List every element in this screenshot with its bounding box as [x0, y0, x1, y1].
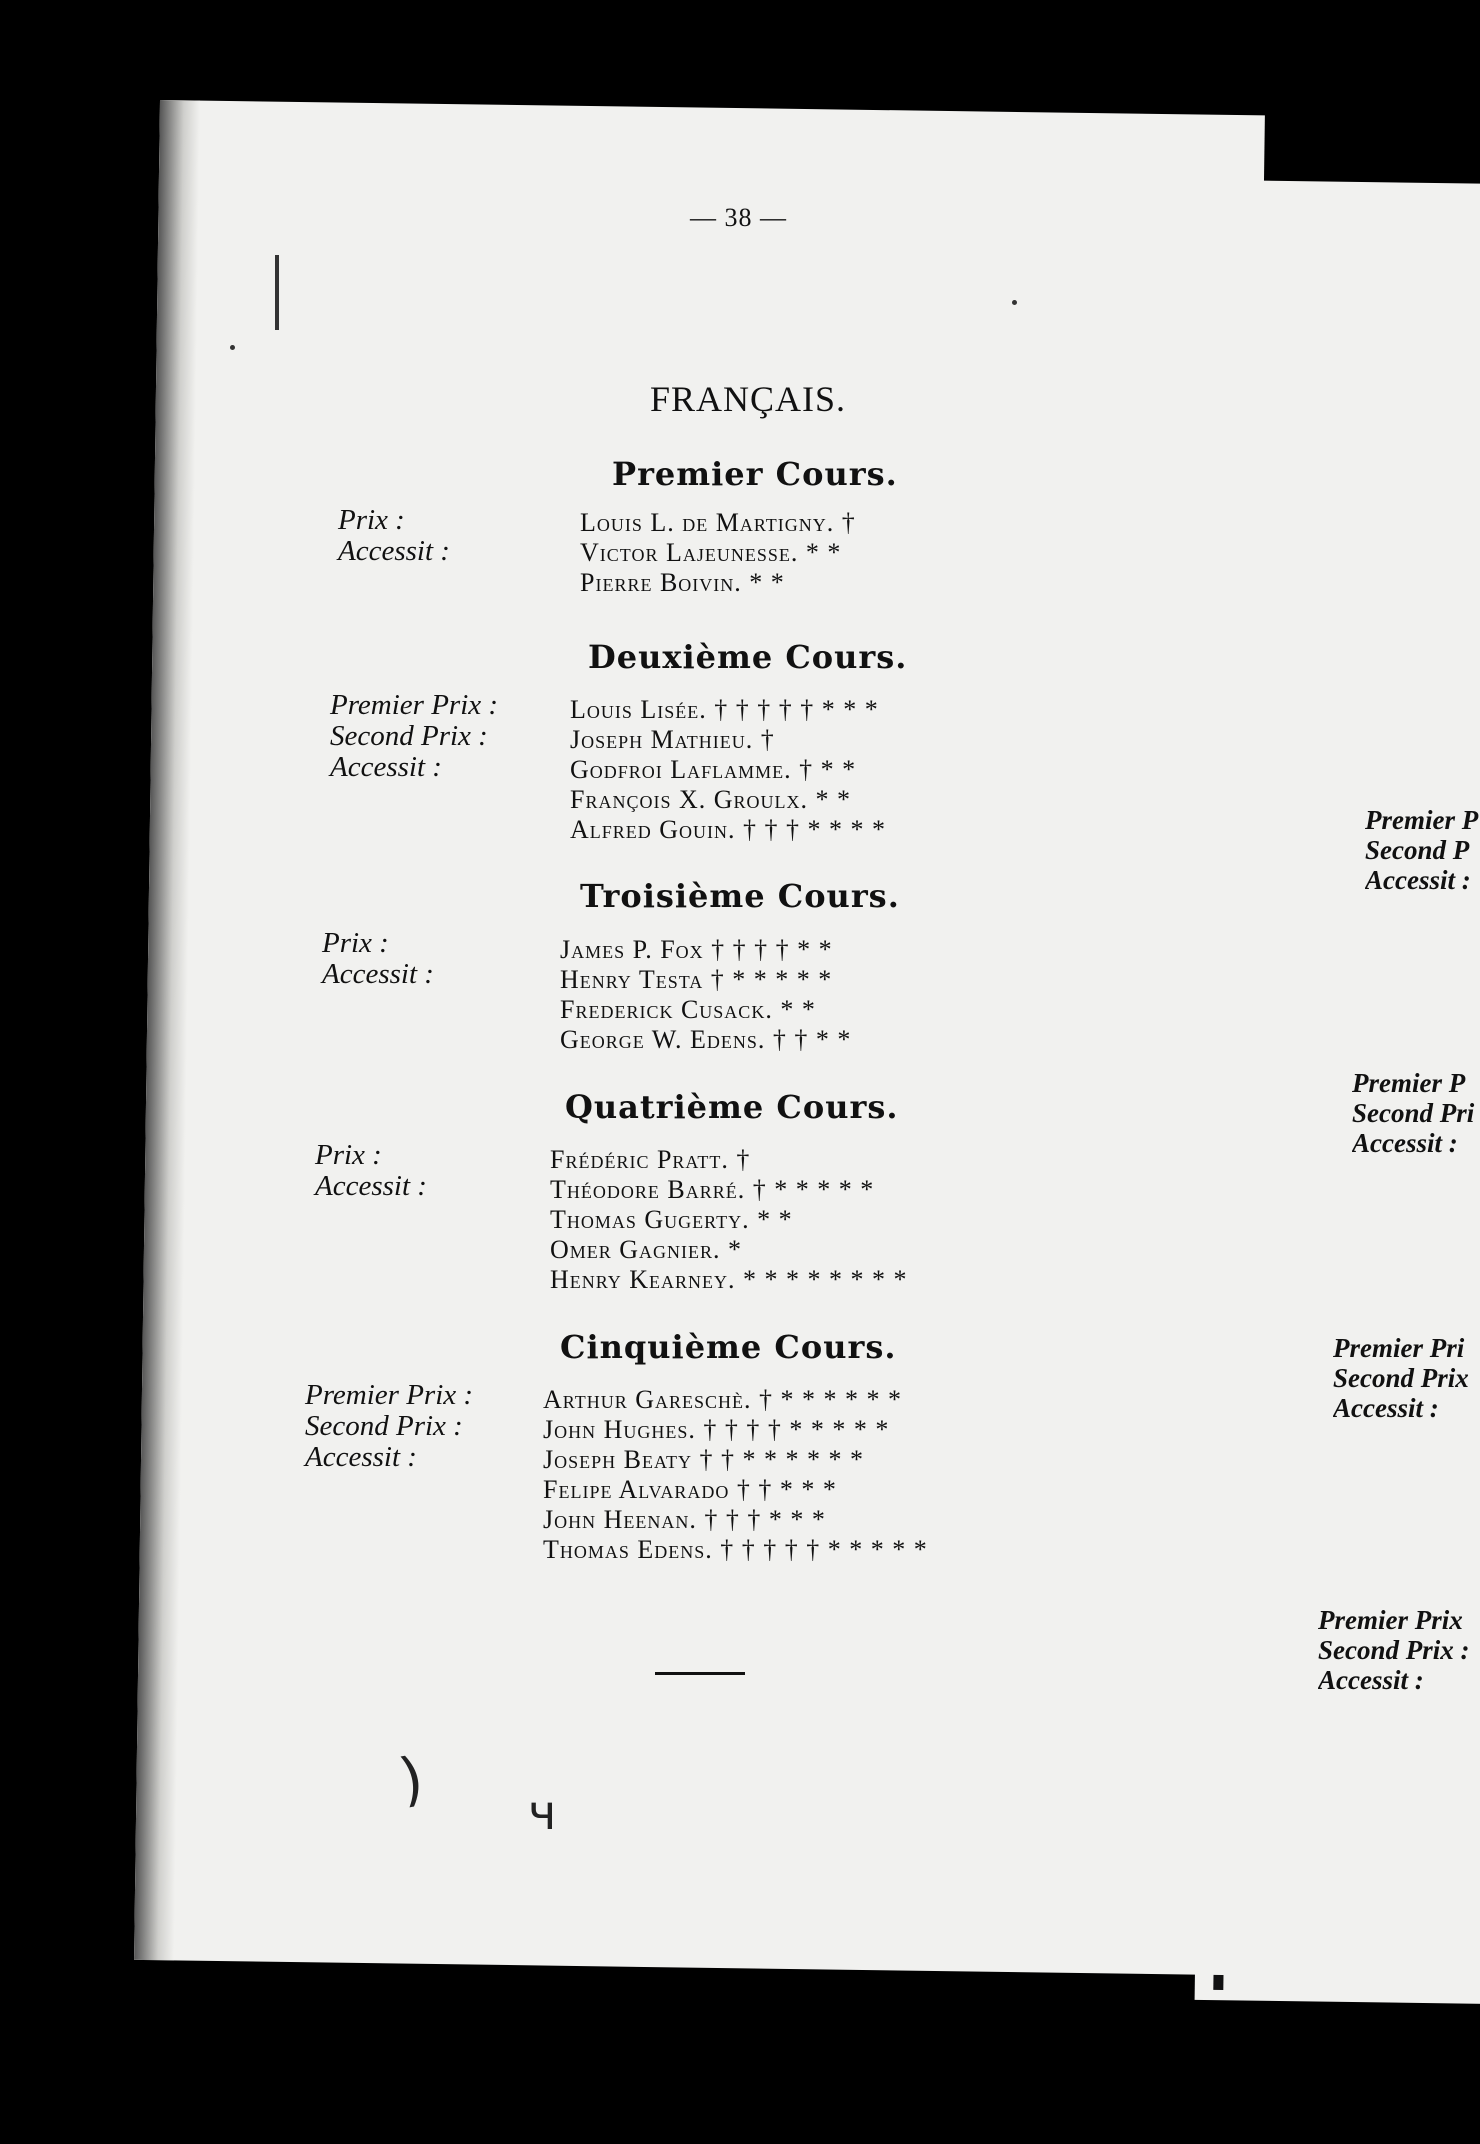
award-labels-cinquieme: [305, 1380, 473, 1473]
page-pin-mark: [275, 255, 279, 330]
award-label: Second Prix: [1333, 1363, 1469, 1393]
award-label: Accessit :: [1333, 1393, 1439, 1423]
page-number: — 38 —: [690, 203, 787, 232]
student-name: James P. Fox † † † † * *: [560, 935, 833, 964]
student-name: Pierre Boivin. * *: [580, 568, 785, 597]
award-label: Premier Prix :: [305, 1379, 474, 1411]
student-name: John Heenan. † † † * * *: [543, 1505, 826, 1534]
student-name: Louis L. de Martigny. †: [580, 508, 856, 537]
ink-speck: [230, 345, 235, 350]
course-heading-quatrieme: Quatrième Cours.: [565, 1088, 899, 1126]
award-label: Premier Prix :: [330, 689, 499, 721]
course-heading-cinquieme: Cinquième Cours.: [560, 1328, 897, 1366]
award-labels-troisieme: [322, 928, 434, 990]
award-label: Prix :: [315, 1139, 382, 1171]
award-labels-deuxieme: [330, 690, 498, 783]
student-name: Victor Lajeunesse. * *: [580, 538, 842, 567]
student-name: John Hughes. † † † † * * * * *: [543, 1415, 890, 1444]
page-title: FRANÇAIS.: [650, 379, 847, 419]
award-label: Prix :: [322, 927, 389, 959]
award-label: Accessit :: [322, 958, 434, 990]
award-label: Accessit :: [330, 751, 442, 783]
course-heading-troisieme: Troisième Cours.: [580, 877, 900, 915]
award-label: Premier Pri: [1333, 1333, 1465, 1363]
award-label: Prix :: [338, 504, 405, 536]
award-label: Second Pri: [1352, 1098, 1475, 1128]
student-name: Omer Gagnier. *: [550, 1235, 743, 1264]
facing-page-labels: [1318, 1605, 1480, 1695]
award-label: Second Prix :: [1318, 1635, 1470, 1665]
award-label: Accessit :: [1318, 1665, 1424, 1695]
closing-rule: [655, 1672, 745, 1675]
award-label: Premier P: [1365, 805, 1479, 835]
award-label: Second Prix :: [330, 720, 488, 752]
student-name: Joseph Beaty † † * * * * * *: [543, 1445, 864, 1474]
award-label: Premier P: [1352, 1068, 1466, 1098]
award-label: Second Prix :: [305, 1410, 463, 1442]
student-name: George W. Edens. † † * *: [560, 1025, 852, 1054]
award-label: Accessit :: [1365, 865, 1471, 895]
award-label: Second P: [1365, 835, 1470, 865]
student-list-deuxieme: [570, 695, 886, 845]
student-list-premier: [580, 508, 856, 598]
student-list-quatrieme: [550, 1145, 908, 1295]
award-label: Accessit :: [338, 535, 450, 567]
student-name: Arthur Gareschè. † * * * * * *: [543, 1385, 902, 1414]
award-label: Premier Prix: [1318, 1605, 1463, 1635]
handwritten-mark: ): [394, 1743, 429, 1815]
ink-speck: [1012, 300, 1017, 305]
student-name: Théodore Barré. † * * * * *: [550, 1175, 875, 1204]
facing-page-labels: [1365, 805, 1480, 895]
award-labels-premier: [338, 505, 450, 567]
student-name: Godfroi Laflamme. † * *: [570, 755, 857, 784]
student-name: Thomas Edens. † † † † † * * * * *: [543, 1535, 928, 1564]
student-name: Henry Testa † * * * * *: [560, 965, 833, 994]
facing-page-labels: [1333, 1333, 1480, 1423]
student-name: Frederick Cusack. * *: [560, 995, 816, 1024]
student-name: François X. Groulx. * *: [570, 785, 852, 814]
award-labels-quatrieme: [315, 1140, 427, 1202]
course-heading-deuxieme: Deuxième Cours.: [588, 638, 908, 676]
facing-page-labels: [1352, 1068, 1480, 1158]
student-list-cinquieme: [543, 1385, 928, 1565]
award-label: Accessit :: [315, 1170, 427, 1202]
student-name: Henry Kearney. * * * * * * * *: [550, 1265, 908, 1294]
student-name: Louis Lisée. † † † † † * * *: [570, 695, 879, 724]
student-list-troisieme: [560, 935, 851, 1055]
student-name: Thomas Gugerty. * *: [550, 1205, 793, 1234]
handwritten-mark: ч: [528, 1785, 557, 1841]
award-label: Accessit :: [305, 1441, 417, 1473]
student-name: Felipe Alvarado † † * * *: [543, 1475, 837, 1504]
course-heading-premier: Premier Cours.: [612, 455, 898, 493]
student-name: Joseph Mathieu. †: [570, 725, 775, 754]
student-name: Alfred Gouin. † † † * * * *: [570, 815, 887, 844]
award-label: Accessit :: [1352, 1128, 1458, 1158]
student-name: Frédéric Pratt. †: [550, 1145, 751, 1174]
